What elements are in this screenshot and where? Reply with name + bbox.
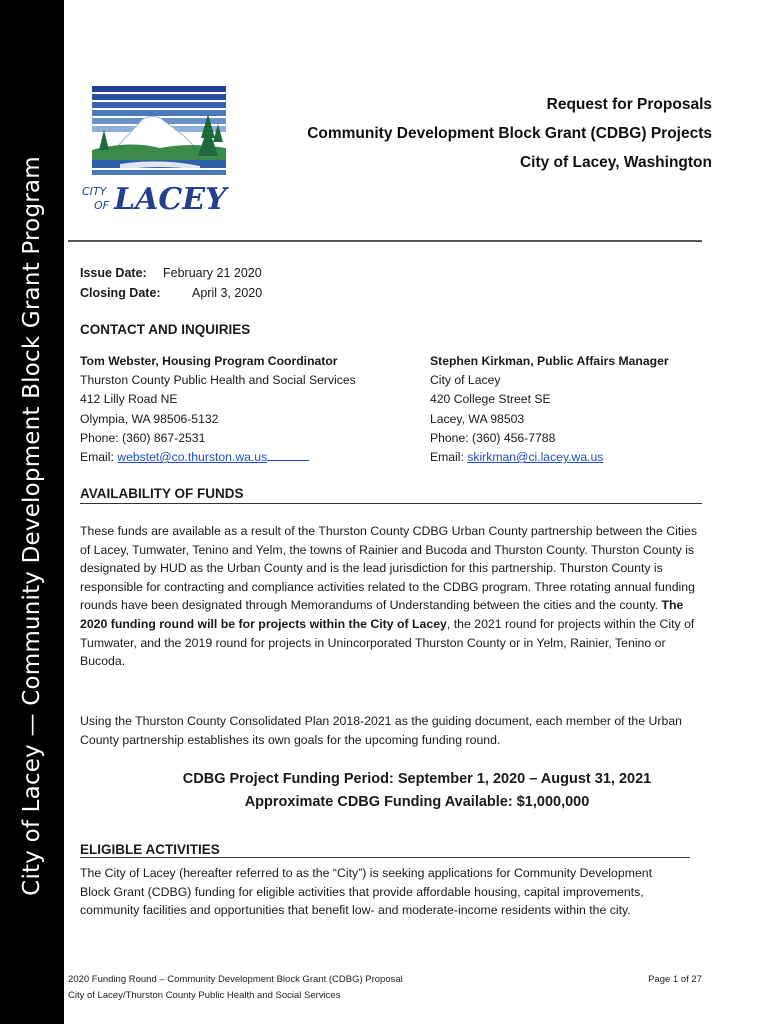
contact-phone: Phone: (360) 456-7788	[430, 430, 556, 445]
header-line-program: Community Development Block Grant (CDBG) Projects	[307, 125, 712, 142]
city-of-lacey-logo	[80, 84, 232, 214]
contact-address-line1: 412 Lilly Road NE	[80, 392, 178, 407]
eligible-activities-paragraph: The City of Lacey (hereafter referred to as the “City”) is seeking applications for Community Development Block Grant (CDBG) funding for eligible activities that provide affordable housing, capital improvements, community facilities and opportunities that benefit low- and moderate-income residents within the city.	[80, 866, 653, 918]
contact-org: Thurston County Public Health and Social Services	[80, 373, 356, 388]
sidebar-title: City of Lacey — Community Development Block Grant Program	[19, 156, 45, 896]
contact-phone: Phone: (360) 867-2531	[80, 430, 206, 445]
funding-period: CDBG Project Funding Period: September 1, 2020 – August 31, 2021	[182, 771, 652, 787]
eligible-divider	[80, 857, 690, 858]
consolidated-plan-paragraph: Using the Thurston County Consolidated Plan 2018-2021 as the guiding document, each member of the Urban County partnership establishes its own goals for the upcoming funding round.	[80, 714, 683, 747]
contact-card-kirkman	[430, 352, 669, 467]
contact-address-line2: Olympia, WA 98506-5132	[80, 411, 219, 426]
contact-heading: CONTACT AND INQUIRIES	[80, 322, 251, 337]
availability-text-a: These funds are available as a result of the Thurston County CDBG Urban County partnership between the Cities of Lacey, Tumwater, Tenino and Yelm, the towns of Rainier and Bucoda and Thurston County. Thurston County is designated by HUD as the Urban County and is the lead jurisdiction for this partnership. Thurston County is responsible for contracting and compliance activities related to the CDBG program. Three rotating annual funding rounds have been designated through Memorandums of Understanding between the cities and the county.	[80, 524, 697, 613]
header-line-rfp: Request for Proposals	[546, 96, 712, 113]
closing-date-value: April 3, 2020	[192, 286, 263, 300]
availability-divider	[80, 503, 702, 504]
contact-org: City of Lacey	[430, 373, 501, 388]
document-header	[307, 90, 712, 177]
issue-date-label: Issue Date:	[80, 266, 147, 280]
contact-email-label: Email:	[430, 450, 464, 465]
availability-paragraph	[80, 522, 702, 671]
contact-card-webster	[80, 352, 356, 467]
contact-address-line1: 420 College Street SE	[430, 392, 551, 407]
logo-water	[92, 160, 226, 175]
contact-email-row	[80, 448, 356, 467]
logo-lacey-text: LACEY	[114, 182, 227, 214]
footer-line2: City of Lacey/Thurston County Public Health and Social Services	[68, 990, 341, 1001]
contact-email-link[interactable]: webstet@co.thurston.wa.us	[117, 450, 268, 465]
issue-date-row	[80, 263, 262, 283]
eligible-activities-heading: ELIGIBLE ACTIVITIES	[80, 842, 220, 857]
logo-city-text: CITY	[82, 185, 107, 198]
closing-date-label: Closing Date:	[80, 286, 161, 300]
contact-name: Stephen Kirkman, Public Affairs Manager	[430, 354, 669, 368]
funding-available: Approximate CDBG Funding Available: $1,000,000	[244, 794, 590, 810]
availability-heading: AVAILABILITY OF FUNDS	[80, 486, 244, 501]
header-divider	[68, 240, 702, 242]
contact-address-line2: Lacey, WA 98503	[430, 411, 525, 426]
issue-date-value: February 21 2020	[163, 266, 262, 280]
availability-text-bold: The 2020 funding round will be for projects within the City of Lacey	[80, 598, 684, 631]
closing-date-row	[80, 283, 262, 303]
footer-source	[68, 972, 403, 1004]
contact-name: Tom Webster, Housing Program Coordinator	[80, 354, 338, 368]
contact-email-row	[430, 448, 669, 467]
contact-email-link[interactable]: skirkman@ci.lacey.wa.us	[467, 450, 604, 465]
dates-block	[80, 263, 262, 303]
availability-text-b: , the 2021 round for projects within the City of Tumwater, and the 2019 round for projects in Unincorporated Thurston County or in Yelm, Rainier, Tenino or Bucoda.	[80, 616, 695, 669]
email-underline-pad	[267, 449, 309, 461]
header-line-city: City of Lacey, Washington	[519, 154, 712, 171]
sidebar-band	[0, 0, 64, 1024]
logo-of-text: OF	[94, 199, 109, 212]
funding-summary	[64, 768, 770, 814]
page-number: Page 1 of 27	[648, 974, 702, 985]
footer-line1: 2020 Funding Round – Community Development Block Grant (CDBG) Proposal	[68, 974, 403, 985]
contact-email-label: Email:	[80, 450, 114, 465]
